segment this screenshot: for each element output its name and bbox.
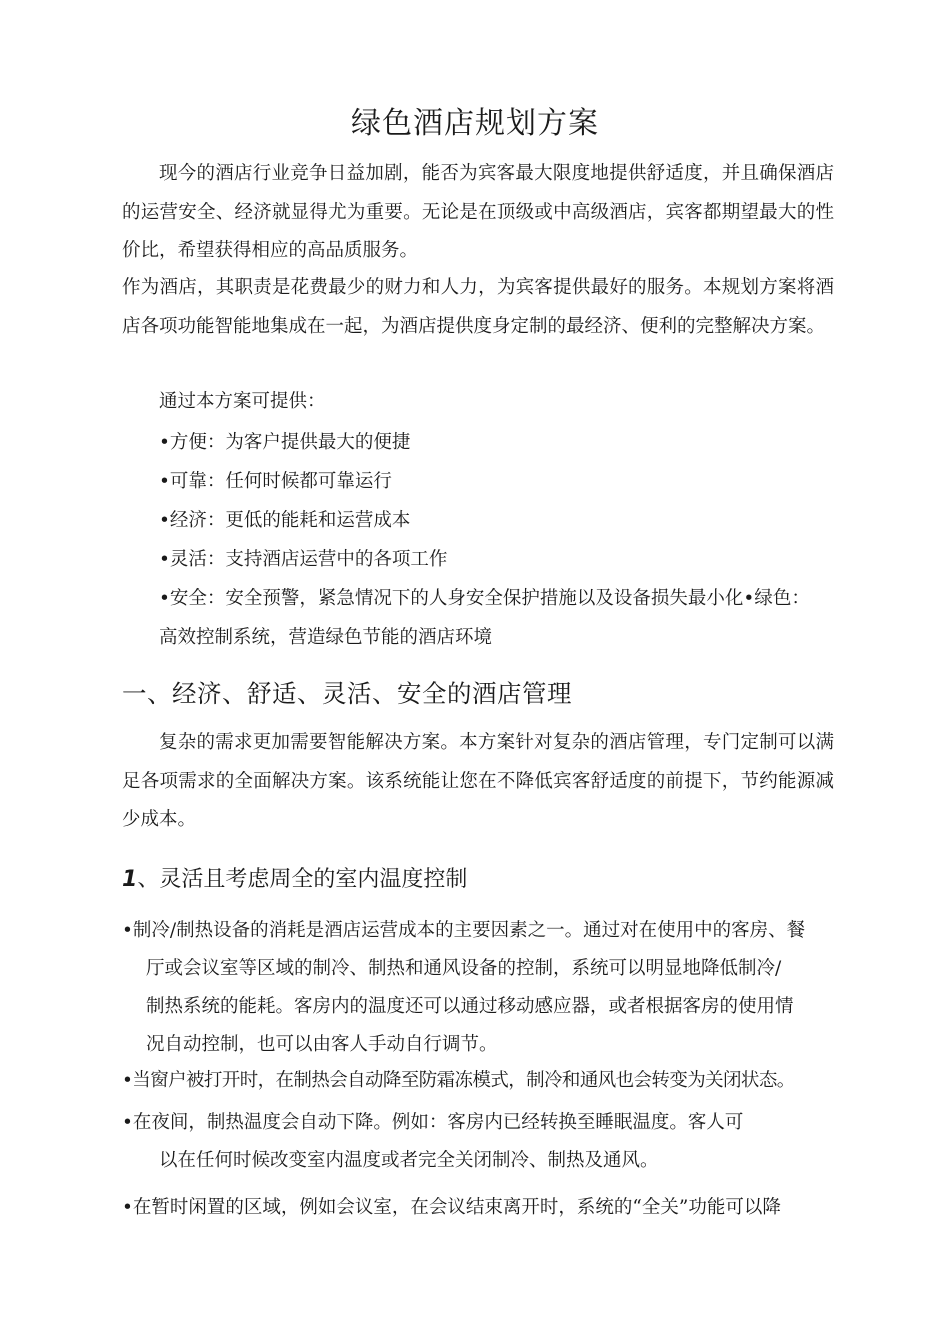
intro-paragraph-2: 作为酒店，其职责是花费最少的财力和人力，为宾客提供最好的服务。本规划方案将酒店各项功能智能地集成在一起，为酒店提供度身定制的最经济、便利的完整解决方案。 bbox=[122, 277, 834, 337]
document-title: 绿色酒店规划方案 bbox=[351, 106, 599, 141]
intro-paragraph-1: 现今的酒店行业竞争日益加剧，能否为宾客最大限度地提供舒适度，并且确保酒店的运营安全、经济就显得尤为重要。无论是在顶级或中高级酒店，宾客都期望最大的性价比，希望获得相应的高品质服务。 bbox=[122, 163, 834, 261]
subsection-1-heading bbox=[122, 860, 467, 900]
benefit-item-economy: •经济：更低的能耗和运营成本 bbox=[159, 510, 411, 531]
temp-bullet-3-line-2: 以在任何时候改变室内温度或者完全关闭制冷、制热及通风。 bbox=[159, 1150, 659, 1171]
temp-bullet-3-line-1: •在夜间，制热温度会自动下降。例如：客房内已经转换至睡眠温度。客人可 bbox=[122, 1112, 744, 1133]
subsection-1-number: 1 bbox=[122, 867, 138, 892]
benefit-item-flexible: •灵活：支持酒店运营中的各项工作 bbox=[159, 549, 448, 570]
section-1-paragraph: 复杂的需求更加需要智能解决方案。本方案针对复杂的酒店管理，专门定制可以满足各项需求的全面解决方案。该系统能让您在不降低宾客舒适度的前提下，节约能源减少成本。 bbox=[122, 732, 834, 830]
temp-bullet-1-line-2: 厅或会议室等区域的制冷、制热和通风设备的控制，系统可以明显地降低制冷/ bbox=[146, 958, 782, 979]
benefit-item-convenience: •方便：为客户提供最大的便捷 bbox=[159, 432, 411, 453]
benefit-item-reliable: •可靠：任何时候都可靠运行 bbox=[159, 471, 392, 492]
temp-bullet-1-line-3: 制热系统的能耗。客房内的温度还可以通过移动感应器，或者根据客房的使用情 bbox=[146, 996, 794, 1017]
section-1-heading: 一、经济、舒适、灵活、安全的酒店管理 bbox=[122, 679, 572, 708]
temp-bullet-2: •当窗户被打开时，在制热会自动降至防霜冻模式，制冷和通风也会转变为关闭状态。 bbox=[122, 1070, 795, 1091]
subsection-1-title: 、灵活且考虑周全的室内温度控制 bbox=[137, 867, 468, 892]
provides-label: 通过本方案可提供： bbox=[159, 391, 326, 412]
temp-bullet-1-line-1: •制冷/制热设备的消耗是酒店运营成本的主要因素之一。通过对在使用中的客房、餐 bbox=[122, 920, 806, 941]
benefit-item-safety: •安全：安全预警，紧急情况下的人身安全保护措施以及设备损失最小化•绿色： bbox=[159, 588, 810, 609]
temp-bullet-4-line-1: •在暂时闲置的区域，例如会议室，在会议结束离开时，系统的“全关”功能可以降 bbox=[122, 1197, 781, 1218]
temp-bullet-1-line-4: 况自动控制，也可以由客人手动自行调节。 bbox=[146, 1034, 498, 1055]
benefit-item-green: 高效控制系统，营造绿色节能的酒店环境 bbox=[159, 627, 493, 648]
